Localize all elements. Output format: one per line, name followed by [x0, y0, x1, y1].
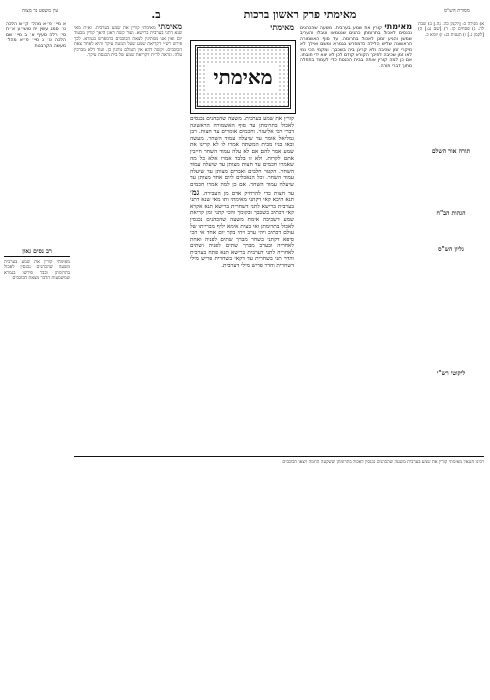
- right-label-hagahot: הגהות הב"ח: [436, 210, 466, 217]
- masoret-column: [418, 22, 484, 142]
- tosafot-text: מאימתי קורין את שמע בערבית. וא״ת מאי שנא דתני בערבית ברישא. ועוד קשה דאנן היאך קורין מבעוד יום ואין אנו ממתינין לצאת הכוכבים כדמפרש בגמרא. לכך פירש רש״י דקריאת שמע שעל המטה עיקר והיא לאחר צאת הכוכבים. וקשה דהא אין העולם נוהגין כן. ועוד דלא מברכין עלה. ונראה לר״ת דקריאת שמע של בית הכנסת עיקר.: [74, 26, 182, 59]
- title-ornament: [195, 45, 291, 109]
- ein-mishpat-text: א מיי׳ פ״א מהל׳ ק״ש הלכה ט׳ סמג עשין יח טוש״ע א״ח סי׳ רלה סעיף א׳ ב מיי׳ שם הלכה ט׳ ג מיי׳ פ״א מהל׳ מעשה הקרבנות: [6, 22, 66, 49]
- main-text-column: [190, 116, 294, 452]
- gemara-opening-word: גמ׳: [190, 186, 200, 197]
- left-side-header: עין משפט נר מצוה: [21, 8, 59, 14]
- title-word: מאימתי: [207, 63, 278, 92]
- mishnah-text: קורין את שמע בערבית. משעה שהכהנים נכנסים לאכול בתרומתן עד סוף האשמורה הראשונה דברי רבי אליעזר. וחכמים אומרים עד חצות. רבן גמליאל אומר עד שיעלה עמוד השחר. מעשה ובאו בניו מבית המשתה אמרו לו לא קרינו את שמע אמר להם אם לא עלה עמוד השחר חייבין אתם לקרות. ולא זו בלבד אמרו אלא כל מה שאמרו חכמים עד חצות מצותן עד שיעלה עמוד השחר. הקטר חלבים ואברים מצותן עד שיעלה עמוד השחר. וכל הנאכלים ליום אחד מצותן עד שיעלה עמוד השחר. אם כן למה אמרו חכמים עד חצות כדי להרחיק אדם מן העבירה.: [190, 116, 294, 197]
- page-number: ב.: [151, 8, 161, 21]
- title-frame: [190, 40, 296, 114]
- right-label-gilyon: גליון הש"ס: [438, 246, 464, 253]
- ein-mishpat-column: [6, 22, 66, 242]
- tractate-header: מאימתי פרק ראשון ברכות: [243, 8, 357, 21]
- right-label-likutei: ליקוטי רש"י: [436, 370, 466, 377]
- footer-text: רבינו חננאל מאימתי קורין את שמע בערבית משעה שהכהנים נכנסין לאכול בתרומתן ששקעה החמה ויצאו הכוכבים: [282, 460, 484, 465]
- left-column-label: רב נסים גאון: [22, 248, 52, 255]
- tosafot-column: [74, 24, 182, 442]
- divider: [4, 256, 70, 257]
- mishnah-top-line: [190, 24, 294, 38]
- right-side-header: מסורת הש"ס: [444, 8, 470, 14]
- left-commentary-text: מאימתי קורין את שמע בערבית משעה שהכהנים נכנסין לאכול בתרומתן וכבר פירשו בגמרא שמשמעות הדבר מצאת הכוכבים: [4, 260, 70, 282]
- rashi-text: קורין את שמע בערבית. משעה שהכהנים נכנסים לאכול בתרומתן כהנים שנטמאו וטבלו והעריב שמשן והגיע זמנן לאכול בתרומה. עד סוף האשמורה הראשונה שליש הלילה כדמפרש בגמרא ומשם ואילך לא מיקרי זמן שכיבה ולא קרינן ביה בשכבך. ומקמי הכי נמי לאו זמן שכיבה לפיכך הקורא קודם לכן לא יצא ידי חובתו. אם כן למה קורין אותה בבית הכנסת כדי לעמוד בתפלה מתוך דברי תורה.: [300, 26, 412, 69]
- divider: [74, 456, 484, 457]
- rashi-opening-word: מאימתי: [384, 24, 412, 31]
- gemara-text: תנא היכא קאי דקתני מאימתי ותו מאי שנא דתני בערבית ברישא לתני דשחרית ברישא תנא אקרא קאי דכתיב בשכבך ובקומך והכי קתני זמן קריאת שמע דשכיבה אימת משעה שהכהנים נכנסין לאכול בתרומתן ואי בעית אימא יליף מברייתו של עולם דכתיב ויהי ערב ויהי בקר יום אחד אי הכי סיפא דקתני בשחר מברך שתים לפניה ואחת לאחריה ובערב מברך שתים לפניה ושתים לאחריה לתני דערבית ברישא תנא פתח בערבית והדר תני בשחרית עד דקאי בשחרית פריש מילי דשחרית והדר פריש מילי דערבית.: [190, 197, 294, 270]
- left-commentary-column: [4, 260, 70, 690]
- footer-commentary: [74, 460, 484, 688]
- mishnah-opening-word: מאימתי: [270, 24, 294, 32]
- right-label-torah-or: תורה אור השלם: [431, 148, 471, 155]
- rashi-column: [300, 24, 412, 442]
- masoret-text: א) מגילה כ: [לקמן כה. נה.] ב) שבת לה. ג) פסחים קז. ד) [שם נג:] ה) [לקמן ג.] ו) תענית כג: ז) יומא כ.: [418, 22, 484, 38]
- tosafot-opening-word: מאימתי: [158, 24, 182, 31]
